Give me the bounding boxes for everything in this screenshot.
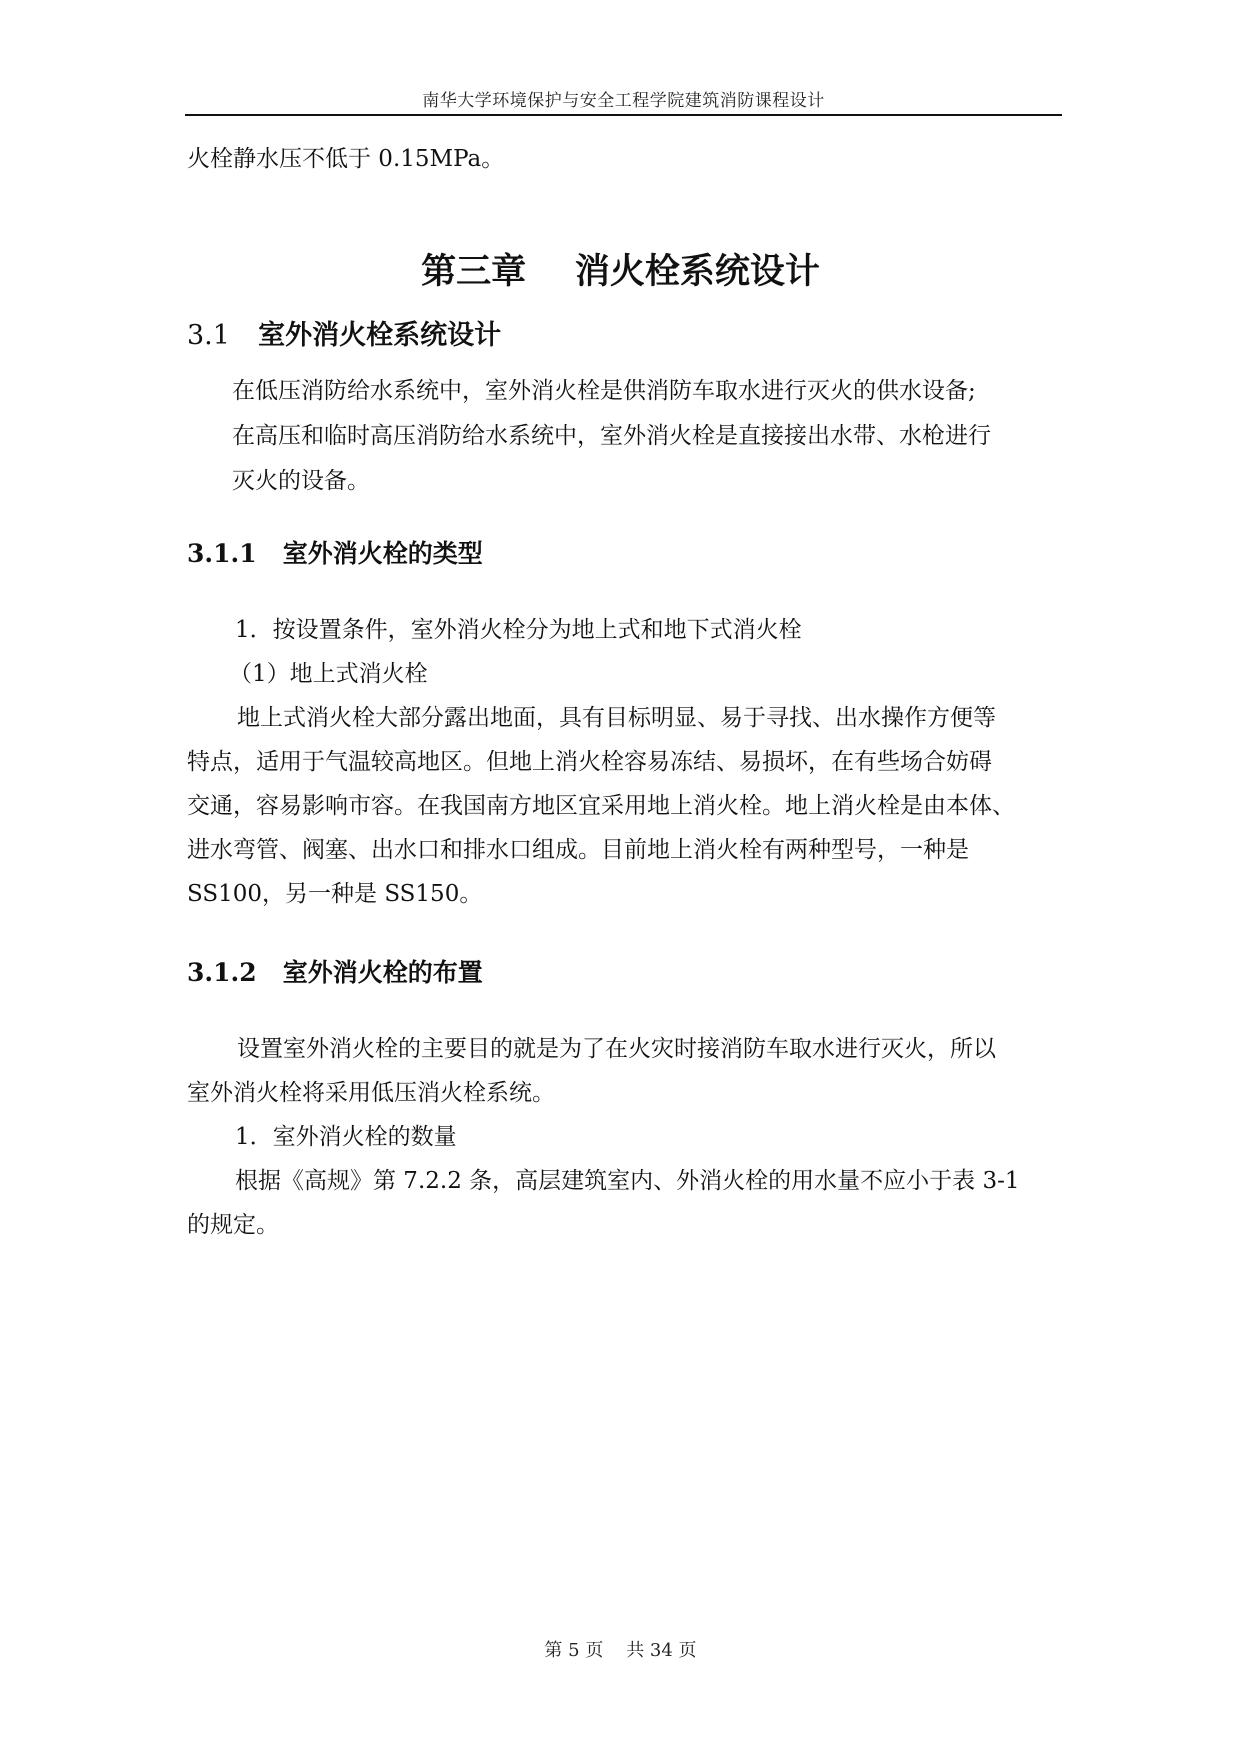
section-3-1-1-heading <box>187 534 483 570</box>
paragraph-line: 根据《高规》第 7.2.2 条，高层建筑室内、外消火栓的用水量不应小于表 3-1 <box>235 1168 1020 1194</box>
paragraph-line: 地上式消火栓大部分露出地面，具有目标明显、易于寻找、出水操作方便等 <box>237 705 996 731</box>
page-footer: 第 5 页 共 34 页 <box>544 1640 697 1661</box>
section-number: 3.1.1 <box>187 539 257 568</box>
paragraph-line: 灭火的设备。 <box>232 468 370 494</box>
list-item: 1．室外消火栓的数量 <box>235 1124 457 1150</box>
section-3-1-heading <box>187 313 501 352</box>
section-title: 室外消火栓系统设计 <box>258 320 502 351</box>
continuation-text: 火栓静水压不低于 0.15MPa。 <box>187 146 505 172</box>
paragraph-line: SS100，另一种是 SS150。 <box>187 881 483 907</box>
section-number: 3.1 <box>187 320 230 351</box>
list-item: 1．按设置条件，室外消火栓分为地上式和地下式消火栓 <box>235 617 802 643</box>
paragraph-line: 在高压和临时高压消防给水系统中，室外消火栓是直接接出水带、水枪进行 <box>232 423 991 449</box>
chapter-title: 第三章 消火栓系统设计 <box>421 252 820 292</box>
paragraph-line: 设置室外消火栓的主要目的就是为了在火灾时接消防车取水进行灭火，所以 <box>237 1036 996 1062</box>
page-header: 南华大学环境保护与安全工程学院建筑消防课程设计 <box>422 91 825 111</box>
section-title: 室外消火栓的布置 <box>282 958 483 987</box>
paragraph-line: 交通，容易影响市容。在我国南方地区宜采用地上消火栓。地上消火栓是由本体、 <box>187 793 1015 819</box>
section-title: 室外消火栓的类型 <box>282 539 483 568</box>
paragraph-line: 进水弯管、阀塞、出水口和排水口组成。目前地上消火栓有两种型号，一种是 <box>187 837 969 863</box>
paragraph-line: 特点，适用于气温较高地区。但地上消火栓容易冻结、易损坏，在有些场合妨碍 <box>187 749 992 775</box>
sub-list-item: （1）地上式消火栓 <box>229 661 428 687</box>
section-number: 3.1.2 <box>187 958 257 987</box>
paragraph-line: 室外消火栓将采用低压消火栓系统。 <box>187 1080 555 1106</box>
section-3-1-2-heading <box>187 953 483 989</box>
paragraph-line: 在低压消防给水系统中，室外消火栓是供消防车取水进行灭火的供水设备; <box>232 378 976 404</box>
paragraph-line: 的规定。 <box>187 1212 279 1238</box>
header-rule <box>185 114 1062 116</box>
